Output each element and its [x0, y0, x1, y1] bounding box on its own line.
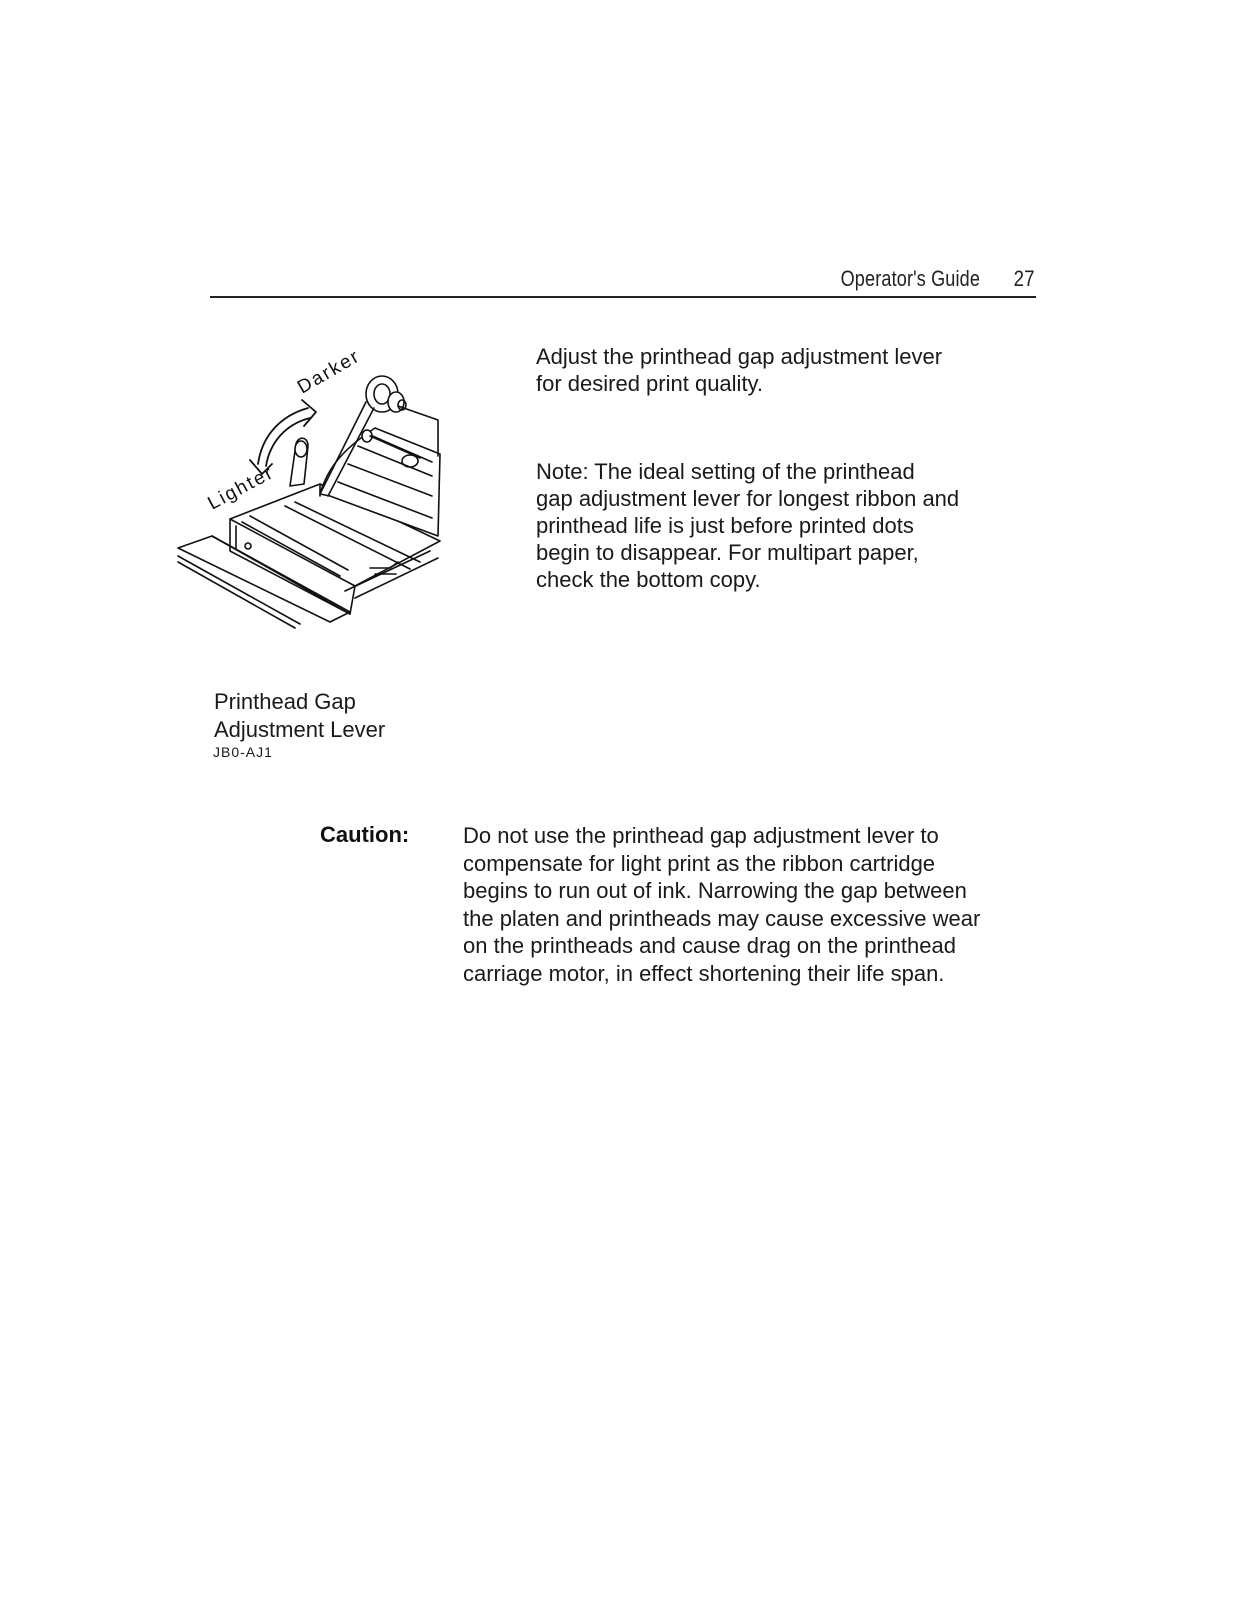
header-page-number: 27: [1013, 266, 1034, 291]
caution-line: on the printheads and cause drag on the printhead: [463, 933, 956, 958]
note-paragraph: [536, 458, 1016, 593]
caption-line: Adjustment Lever: [214, 717, 386, 742]
note-line: begin to disappear. For multipart paper,: [536, 540, 919, 565]
header-guide-title: Operator's Guide: [840, 266, 980, 291]
note-line: printhead life is just before printed dots: [536, 513, 914, 538]
caution-line: Do not use the printhead gap adjustment lever to: [463, 823, 939, 848]
caution-text: [463, 822, 1033, 987]
caution-label: Caution:: [320, 822, 410, 847]
caution-line: begins to run out of ink. Narrowing the gap between: [463, 878, 967, 903]
figure-code: JB0-AJ1: [213, 744, 273, 760]
caution-line: compensate for light print as the ribbon cartridge: [463, 850, 936, 876]
printhead-gap-lever-illustration: [170, 336, 460, 636]
note-line: check the bottom copy.: [536, 567, 761, 592]
caution-line: the platen and printheads may cause excessive wear: [463, 905, 981, 931]
caution-line: carriage motor, in effect shortening their life span.: [463, 960, 945, 986]
caption-line: Printhead Gap: [214, 689, 356, 714]
note-line: gap adjustment lever for longest ribbon and: [536, 486, 960, 511]
page-header: [210, 262, 1036, 298]
note-line: Note: The ideal setting of the printhead: [536, 459, 915, 484]
figure-caption: [214, 688, 474, 744]
darker-label: Darker: [294, 345, 365, 399]
intro-line: for desired print quality.: [536, 371, 764, 396]
intro-paragraph: [536, 343, 1016, 397]
intro-line: Adjust the printhead gap adjustment lever: [536, 344, 943, 369]
lighter-label: Lighter: [204, 462, 279, 515]
